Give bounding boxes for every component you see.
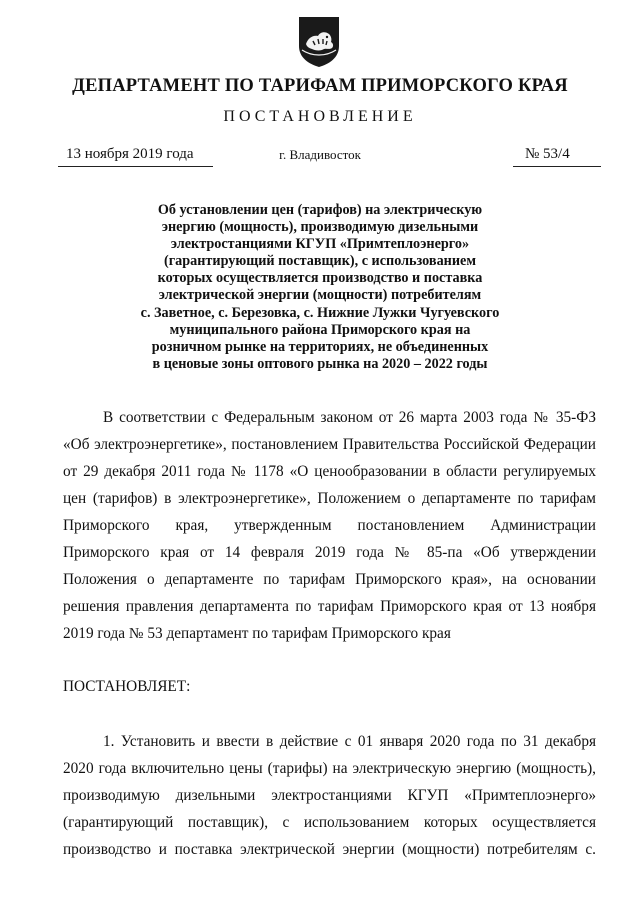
date-underline — [58, 166, 213, 167]
coat-of-arms-icon — [296, 14, 342, 68]
preamble-paragraph: В соответствии с Федеральным законом от 26 марта 2003 года № 35-ФЗ «Об электроэнергетике», постановлением Правительства Российской Федерации от 29 декабря 2011 года № 1178 «О ценообразовании в области регулируемых цен (тарифов) в электроэнергетике», Положением о департаменте по тарифам Приморского края, утвержденным постановлением Администрации Приморского края от 14 февраля 2019 года № 85-па «Об утверждении Положения о департаменте по тарифам Приморского края», на основании решения правления департамента по тарифам Приморского края от 13 ноября 2019 года № 53 департамент по тарифам Приморского края — [63, 409, 596, 642]
title-line: (гарантирующий поставщик), с использованием — [164, 253, 476, 270]
document-type: ПОСТАНОВЛЕНИЕ — [223, 108, 417, 125]
resolves-heading: ПОСТАНОВЛЯЕТ: — [63, 678, 191, 695]
item-1-paragraph: 1. Установить и ввести в действие с 01 января 2020 года по 31 декабря 2020 года включительно цены (тарифы) на электрическую энергию (мощность), производимую дизельными электростанциями КГУП «Примтеплоэнерго» (гарантирующий поставщик), с использованием которых осуществляется производство и поставка электрической энергии (мощности) потребителям с. — [63, 733, 596, 858]
title-line: электрической энергии (мощности) потребителям — [158, 287, 482, 304]
title-line: энергию (мощность), производимую дизельными — [161, 219, 479, 236]
title-line: которых осуществляется производство и поставка — [157, 270, 483, 287]
title-line: розничном рынке на территориях, не объединенных — [151, 338, 489, 355]
title-line: с. Заветное, с. Березовка, с. Нижние Лужки Чугуевского — [140, 304, 500, 321]
title-line: муниципального района Приморского края на — [169, 321, 471, 338]
document-title — [120, 202, 520, 373]
title-line: в ценовые зоны оптового рынка на 2020 – 2022 годы — [152, 355, 488, 372]
title-line: Об установлении цен (тарифов) на электрическую — [157, 202, 483, 218]
department-name: ДЕПАРТАМЕНТ ПО ТАРИФАМ ПРИМОРСКОГО КРАЯ — [72, 76, 568, 96]
number-underline — [513, 166, 601, 167]
document-city: г. Владивосток — [279, 147, 361, 162]
document-number: № 53/4 — [525, 146, 570, 162]
title-line: электростанциями КГУП «Примтеплоэнерго» — [170, 236, 470, 253]
document-date: 13 ноября 2019 года — [66, 146, 194, 162]
